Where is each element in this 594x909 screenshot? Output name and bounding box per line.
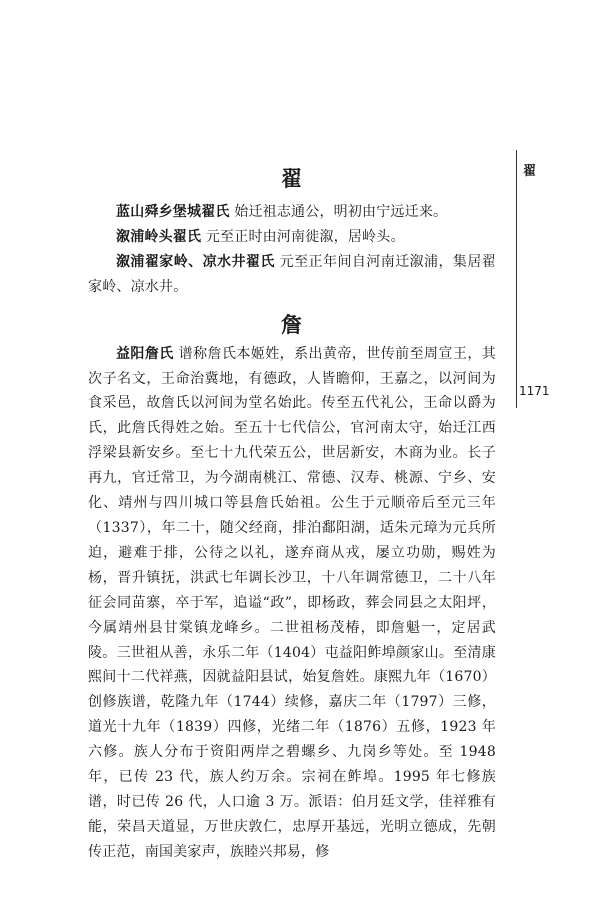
section-title-zhai: 翟 [281, 166, 303, 191]
entry-text: 始迁祖志通公，明初由宁远迁来。 [229, 204, 448, 220]
section-title-zhan: 詹 [281, 311, 303, 337]
entry-lanshan-zhai [88, 200, 496, 225]
page-number: 1171 [519, 384, 550, 398]
entry-xupu-zhaijialing-zhai [88, 250, 496, 300]
entry-xupu-lingtou-zhai [88, 225, 496, 250]
entry-name: 溆浦岭头翟氏 [116, 228, 202, 245]
entry-name: 益阳詹氏 [116, 345, 174, 362]
entry-text: 谱称詹氏本姬姓，系出黄帝，世传前至周宣王，其次子名文，王命治冀地，有德政，人皆瞻仰，王嘉之，以河间为食采邑，故詹氏以河间为堂名始此。传至五代礼公，王命以爵为氏，此詹氏得姓之始。至五十七代信公，官河南太守，始迁江西浮梁县新安乡。至七十九代荣五公，世居新安，木商为业。长子再九，官迁常卫，为今湖南桃江、常德、汉寿、桃源、宁乡、安化、靖州与四川城口等县詹氏始祖。公生于元顺帝后至元三年（1337），年二十，随父经商，排泊鄱阳湖，适朱元璋为元兵所迫，避难于排，公待之以礼，遂弃商从戎，屡立功勋，赐姓为杨，晋升镇抚，洪武七年调长沙卫，十八年调常德卫，二十八年征会同苗寨，卒于军，追谥“政”，即杨政，葬会同县之太阳坪，今属靖州县甘棠镇龙峰乡。二世祖杨茂椿，即詹魁一，定居武陵。三世祖从善，永乐二年（1404）屯益阳鲊埠颜家山。至清康熙间十二代祥燕，因就益阳县试，始复詹姓。康熙九年（1670）创修族谱，乾隆九年（1744）续修，嘉庆二年（1797）三修，道光十九年（1839）四修，光绪二年（1876）五修，1923 年六修。族人分布于资阳两岸之碧螺乡、九岗乡等处。至 1948 年，已传 23 代，族人约万余。宗祠在鲊埠。1995 年七修族谱，时已传 26 代，人口逾 3 万。派语：伯月廷文学，佳祥雅有能，荣昌天道显，万世庆敦仁，忠厚开基远，光明立德成，先朝传正范，南国美家声，族睦兴邦易，修 [88, 345, 496, 860]
main-text [88, 164, 496, 865]
entry-name: 蓝山舜乡堡城翟氏 [116, 204, 230, 220]
entry-name: 溆浦翟家岭、凉水井翟氏 [116, 253, 275, 270]
entry-text: 元至正时由河南徙溆，居岭头。 [201, 228, 405, 245]
margin-rule [516, 150, 517, 408]
running-head-char: 翟 [523, 164, 537, 179]
entry-text: 元至正年间自河南迁溆浦，集居翟家岭、凉水井。 [88, 253, 497, 295]
entry-yiyang-zhan [88, 342, 496, 865]
